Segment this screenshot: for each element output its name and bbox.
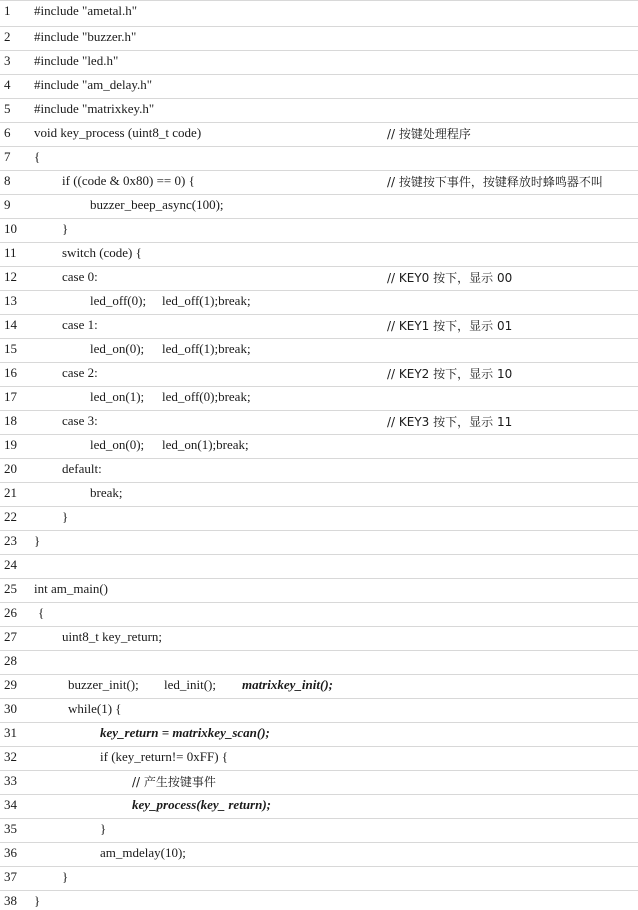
code-line bbox=[0, 602, 638, 624]
code-text-emphasis: matrixkey_init(); bbox=[242, 677, 333, 692]
line-number: 16 bbox=[4, 365, 17, 380]
code-line bbox=[0, 290, 638, 312]
line-number: 36 bbox=[4, 845, 17, 860]
line-number: 12 bbox=[4, 269, 17, 284]
line-number: 28 bbox=[4, 653, 17, 668]
code-line bbox=[0, 746, 638, 768]
code-text: uint8_t key_return; bbox=[62, 629, 163, 644]
line-number: 10 bbox=[4, 221, 17, 236]
code-line bbox=[0, 338, 638, 360]
code-text: } bbox=[34, 533, 41, 548]
line-number: 38 bbox=[4, 893, 17, 908]
line-number: 24 bbox=[4, 557, 17, 572]
code-comment: // 产生按键事件 bbox=[132, 775, 216, 789]
line-number: 7 bbox=[4, 149, 11, 164]
code-line bbox=[0, 770, 638, 792]
code-line bbox=[0, 170, 638, 192]
code-line bbox=[0, 434, 638, 456]
code-text: buzzer_beep_async(100); bbox=[90, 197, 224, 212]
code-text: case 0: bbox=[62, 269, 98, 284]
code-text: #include "buzzer.h" bbox=[34, 29, 137, 44]
code-text: if ((code & 0x80) == 0) { bbox=[62, 173, 195, 188]
code-text-emphasis: key_return = matrixkey_scan(); bbox=[100, 725, 270, 740]
code-text: #include "led.h" bbox=[34, 53, 119, 68]
line-number: 37 bbox=[4, 869, 17, 884]
line-number: 11 bbox=[4, 245, 17, 260]
code-text: int am_main() bbox=[34, 581, 109, 596]
line-number: 3 bbox=[4, 53, 11, 68]
code-text: #include "matrixkey.h" bbox=[34, 101, 155, 116]
line-number: 22 bbox=[4, 509, 17, 524]
code-line bbox=[0, 674, 638, 696]
code-line bbox=[0, 362, 638, 384]
code-text: led_on(1); bbox=[90, 389, 145, 404]
code-text: break; bbox=[90, 485, 123, 500]
line-number: 33 bbox=[4, 773, 17, 788]
code-text: led_on(1);break; bbox=[162, 437, 249, 452]
code-text: am_mdelay(10); bbox=[100, 845, 186, 860]
line-number: 25 bbox=[4, 581, 17, 596]
code-line bbox=[0, 218, 638, 240]
code-line bbox=[0, 26, 638, 48]
line-number: 6 bbox=[4, 125, 11, 140]
code-comment: // KEY0 按下，显示 00 bbox=[387, 271, 513, 285]
line-number: 5 bbox=[4, 101, 11, 116]
code-line bbox=[0, 146, 638, 168]
code-line bbox=[0, 122, 638, 144]
line-number: 14 bbox=[4, 317, 17, 332]
code-line bbox=[0, 578, 638, 600]
line-number: 4 bbox=[4, 77, 11, 92]
code-text: } bbox=[62, 509, 69, 524]
line-number: 13 bbox=[4, 293, 17, 308]
code-text: switch (code) { bbox=[62, 245, 142, 260]
line-number: 1 bbox=[4, 3, 11, 18]
line-number: 19 bbox=[4, 437, 17, 452]
line-number: 27 bbox=[4, 629, 17, 644]
line-number: 23 bbox=[4, 533, 17, 548]
line-number: 32 bbox=[4, 749, 17, 764]
code-line bbox=[0, 650, 638, 672]
code-text: { bbox=[38, 605, 45, 620]
line-number: 17 bbox=[4, 389, 17, 404]
code-text: } bbox=[62, 221, 69, 236]
code-text: led_init(); bbox=[164, 677, 216, 692]
line-number: 8 bbox=[4, 173, 11, 188]
code-line bbox=[0, 194, 638, 216]
code-text: case 1: bbox=[62, 317, 98, 332]
code-line bbox=[0, 722, 638, 744]
code-comment: // 按键处理程序 bbox=[387, 127, 471, 141]
code-line bbox=[0, 50, 638, 72]
code-text: if (key_return!= 0xFF) { bbox=[100, 749, 229, 764]
line-number: 34 bbox=[4, 797, 17, 812]
code-line bbox=[0, 242, 638, 264]
code-text: #include "ametal.h" bbox=[34, 3, 138, 18]
line-number: 18 bbox=[4, 413, 17, 428]
line-number: 9 bbox=[4, 197, 11, 212]
code-line bbox=[0, 266, 638, 288]
code-line bbox=[0, 410, 638, 432]
code-line bbox=[0, 98, 638, 120]
code-line bbox=[0, 530, 638, 552]
code-text: led_off(0);break; bbox=[162, 389, 251, 404]
code-line bbox=[0, 890, 638, 910]
line-number: 2 bbox=[4, 29, 11, 44]
code-line bbox=[0, 842, 638, 864]
code-line bbox=[0, 458, 638, 480]
code-line bbox=[0, 386, 638, 408]
code-text: } bbox=[100, 821, 107, 836]
line-number: 26 bbox=[4, 605, 17, 620]
code-text: { bbox=[34, 149, 41, 164]
code-line bbox=[0, 482, 638, 504]
line-number: 15 bbox=[4, 341, 17, 356]
code-line bbox=[0, 794, 638, 816]
line-number: 29 bbox=[4, 677, 17, 692]
code-text: } bbox=[62, 869, 69, 884]
line-number: 31 bbox=[4, 725, 17, 740]
line-number: 21 bbox=[4, 485, 17, 500]
code-text: buzzer_init(); bbox=[68, 677, 139, 692]
code-line bbox=[0, 0, 638, 22]
code-comment: // KEY2 按下，显示 10 bbox=[387, 367, 513, 381]
code-text: } bbox=[34, 893, 41, 908]
code-text: #include "am_delay.h" bbox=[34, 77, 153, 92]
code-line bbox=[0, 74, 638, 96]
code-text: case 3: bbox=[62, 413, 98, 428]
code-line bbox=[0, 818, 638, 840]
code-line bbox=[0, 866, 638, 888]
code-text: case 2: bbox=[62, 365, 98, 380]
code-line bbox=[0, 506, 638, 528]
code-line bbox=[0, 554, 638, 576]
code-text: led_off(0); bbox=[90, 293, 147, 308]
code-line bbox=[0, 698, 638, 720]
code-line bbox=[0, 626, 638, 648]
code-text: void key_process (uint8_t code) bbox=[34, 125, 202, 140]
code-text: default: bbox=[62, 461, 102, 476]
code-text: led_on(0); bbox=[90, 341, 145, 356]
code-line bbox=[0, 314, 638, 336]
code-comment: // 按键按下事件，按键释放时蜂鸣器不叫 bbox=[387, 175, 603, 189]
code-comment: // KEY3 按下，显示 11 bbox=[387, 415, 513, 429]
line-number: 30 bbox=[4, 701, 17, 716]
line-number: 35 bbox=[4, 821, 17, 836]
code-text: led_on(0); bbox=[90, 437, 145, 452]
code-text: led_off(1);break; bbox=[162, 293, 251, 308]
code-text-emphasis: key_process(key_ return); bbox=[132, 797, 271, 812]
code-comment: // KEY1 按下，显示 01 bbox=[387, 319, 513, 333]
line-number: 20 bbox=[4, 461, 17, 476]
code-text: while(1) { bbox=[68, 701, 122, 716]
code-text: led_off(1);break; bbox=[162, 341, 251, 356]
